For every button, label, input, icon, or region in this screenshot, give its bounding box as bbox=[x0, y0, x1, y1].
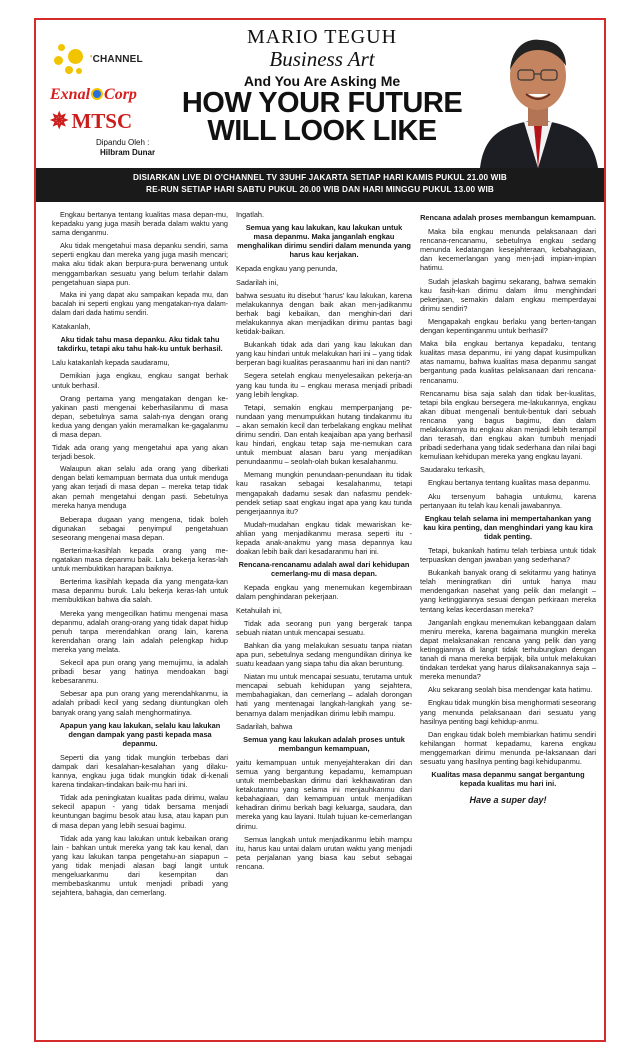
tagline: And You Are Asking Me bbox=[243, 73, 401, 89]
pull-quote: Rencana-rencanamu adalah awal dari kehidupan cemerlang-mu di masa depan. bbox=[238, 560, 410, 579]
author-portrait bbox=[474, 26, 602, 168]
host-name: Hilbram Dunar bbox=[100, 148, 156, 157]
paragraph: Walaupun akan selalu ada orang yang diberkati dengan belati kemampuan bermata dua untuk menduga yang akan terjadi di masa depan – mereka tetap tidak akan pernah mengetahui dengan pasti. Sebetulnya mereka hanya menduga bbox=[52, 466, 228, 510]
paragraph: Sudah jelaskah bagimu sekarang, bahwa semakin kau fasih-kan dirimu dalam ilmu menghindari pekerjaan, semakin dalam engkau memperdayai dirimu sendiri? bbox=[420, 276, 596, 313]
broadcast-schedule-banner bbox=[36, 168, 604, 202]
paragraph: Beberapa dugaan yang mengena, tidak boleh digunakan sebagai penyimpul pengetahuan seseorang mengenai masa depan. bbox=[52, 514, 228, 542]
paragraph: Tidak ada seorang pun yang bergerak tanpa sebuah niatan untuk mencapai sesuatu. bbox=[236, 618, 412, 637]
pull-quote: Aku tidak tahu masa depanku. Aku tidak tahu takdirku, tetapi aku tahu hak-ku untuk berhasil. bbox=[57, 335, 223, 354]
paragraph: Bukankah tidak ada dari yang kau lakukan dan yang kau hindari untuk melakukan hari ini – yang tidak berperan bagi kualitas perasaanmu hari ini dan nanti? bbox=[236, 340, 412, 368]
schedule-line-1: DISIARKAN LIVE DI O'CHANNEL TV 33UHF JAKARTA SETIAP HARI KAMIS PUKUL 21.00 WIB bbox=[133, 173, 507, 182]
paragraph: Aku sekarang seolah bisa mendengar kata hatimu. bbox=[428, 685, 593, 695]
paragraph: Tetapi, semakin engkau memperpanjang pe-nundaan yang menumpukkan hutang tindakanmu itu – akan semakin kecil dan terbelakang engkau melihat dirimu sendiri. Dan entah keajaiban apa yang berhasil kau hindari, engkau tetap saja me-nemukan cara untuk membuat alasan baru yang menjadikan penundaanmu – seolah-olah bukan kesalahanmu. bbox=[236, 402, 412, 467]
paragraph: Sadarilah ini, bbox=[236, 277, 279, 287]
pull-quote: Apapun yang kau lakukan, selalu kau lakukan dengan dampak yang pasti kepada masa depanmu. bbox=[59, 720, 221, 748]
paragraph: Berterima-kasihlah kepada orang yang me-ngatakan masa depanmu baik. Lalu bekerja keras-lah untuk membuktikan harapan baiknya. bbox=[52, 546, 228, 574]
paragraph: Semua langkah untuk menjadikanmu lebih mampu itu, harus kau untai dalam urutan waktu yang menjadi peta perjalanan yang biasa kau sebut sebagai rencana. bbox=[236, 834, 412, 871]
paragraph: Bukankah banyak orang di sekitarmu yang hatinya telah meningratkan diri untuk hanya mau mendengarkan nasehat yang pelik dan melangit – yang ketinggiannya sesuai dengan perkiraan mereka tentang kelas kecerdasan mereka? bbox=[420, 568, 596, 614]
exnalcorp-logo: Exnal Corp bbox=[50, 86, 137, 103]
paragraph: bahwa sesuatu itu disebut 'harus' kau lakukan, karena melakukannya dengan baik akan men-jadikanmu berhak bagi kebaikan, dan menghin-dari dari melakukannya akan menjadikan dirimu pantas bagi ketidak-baikan. bbox=[236, 290, 412, 337]
article-column-1 bbox=[52, 210, 228, 901]
paragraph: Sekecil apa pun orang yang memujimu, ia adalah pribadi besar yang hatinya mendoakan bagi kebesaranmu. bbox=[52, 658, 228, 686]
paragraph: Tidak ada yang kau lakukan untuk kebaikan orang lain - bahkan untuk mereka yang tak kau kenal, dan yang kau lakukan tanpa pengetahu-an siapapun – yang tidak menjadi alasan bagi langit untuk mengeluarkanmu dari kesempitan dan membebaskanmu untuk menjadi pribadi yang sejahtera, bahagia, dan cemerlang. bbox=[52, 833, 228, 898]
paragraph: Ingatlah. bbox=[236, 210, 264, 219]
pull-quote: Semua yang kau lakukan adalah proses untuk membangun kemampuan, bbox=[243, 734, 405, 753]
paragraph: Katakanlah, bbox=[52, 322, 91, 332]
paragraph: Tidak ada peningkatan kualitas pada dirimu, walau sekecil apapun - yang tidak bersama menjadi keuntungan bagimu besok atau lusa, atau kapan pun di masa depan yang lebih sesuai bagimu. bbox=[52, 793, 228, 830]
paragraph: Sebesar apa pun orang yang merendahkanmu, ia adalah pribadi kecil yang sedang diuntungkan oleh banyak orang yang salah menghormatinya. bbox=[52, 689, 228, 717]
paragraph: Engkau tidak mungkin bisa menghormati seseorang yang menunda pelaksanaan dari sesuatu yang hasilnya penting bagi kehidup-anmu. bbox=[420, 698, 596, 726]
schedule-line-2: RE-RUN SETIAP HARI SABTU PUKUL 20.00 WIB DAN HARI MINGGU PUKUL 13.00 WIB bbox=[146, 185, 494, 194]
paragraph: Mereka yang mengecilkan hatimu mengenai masa depanmu, adalah orang-orang yang tidak dapat hidup penuh tanpa merendahkan orang lain, karena kerendahan orang lain adalah pelengkap hidup mereka yang melata. bbox=[52, 608, 228, 654]
paragraph: Maka ini yang dapat aku sampaikan kepada mu, dan bacalah ini seperti engkau yang mengatakan-nya dalam-dalam dari dada hatimu sendiri. bbox=[52, 291, 228, 317]
star-icon: ✵ bbox=[50, 108, 69, 133]
mtsc-logo: ✵ MTSC bbox=[50, 108, 133, 133]
title-block bbox=[172, 26, 472, 145]
paragraph: Niatan mu untuk mencapai sesuatu, terutama untuk mencapai sebuah kehidupan yang sejahtera, membahagiakan, dan cemerlang – adalah dorongan hati yang mentenagai langkah-langkah yang se-benarnya dalam menjadikan dirimu lebih mampu. bbox=[236, 672, 412, 718]
paragraph: Maka bila engkau menunda pelaksanaan dari rencana-rencanamu, sebetulnya engkau sedang menunda kedatangan kesejahteraan, kebahagiaan, dan kecemerlangan yang men-jadi impian-impian hatimu. bbox=[420, 227, 596, 273]
paragraph: Segera setelah engkau menyelesaikan pekerja-an yang kau tunda itu – engkau merasa menjadi pribadi yang lebih lengkap. bbox=[236, 371, 412, 399]
paragraph: Dan engkau tidak boleh membiarkan hatimu sendiri kehilangan hormat kepadamu, karena engkau menggemarkan dirimu menunda pe-laksanaan dari sesuatu yang hasilnya penting bagi kehidupanmu. bbox=[420, 729, 596, 766]
paragraph: Rencanamu bisa saja salah dan tidak ber-kualitas, tetapi bila engkau bersegera me-lakukannya, engkau akan dibuat mengenali bentuk-bentuk dari sebuah rencana yang bagus bagimu, dan dalam melakukannya itu engkau akan menjadi lebih terampil dan terasah, dan engkau akan tumbuh menjadi pribadi sederhana yang tidak sederhana dan nilai bagi kemuliaan kehidupan mereka yang engkau layani. bbox=[420, 388, 596, 462]
paragraph: Lalu katakanlah kepada saudaramu, bbox=[52, 358, 170, 368]
pull-quote: Engkau telah selama ini mempertahankan yang kau kira penting, dan menghindari yang kau kira tidak penting. bbox=[423, 513, 593, 541]
paragraph: Kepada engkau yang menemukan kegembiraan dalam penghindaran pekerjaan. bbox=[236, 583, 412, 602]
headline-line-2: WILL LOOK LIKE bbox=[207, 115, 437, 147]
paragraph: Kepada engkau yang penunda, bbox=[236, 264, 338, 274]
ochannel-dots-icon bbox=[52, 42, 94, 80]
globe-icon bbox=[91, 88, 103, 100]
paragraph: Memang mungkin penundaan-penundaan itu tidak kau rasakan sebagai kesalahanmu, tetapi mengapakah dadamu sesak dan nafasmu pendek-pendek setiap saat engkau ingat apa yang kau tunda pengerjaannya itu? bbox=[236, 470, 412, 516]
paragraph: Bahkan dia yang melakukan sesuatu tanpa niatan apa pun, sebetulnya sedang mengundikan dirinya ke suatu keadaan yang siapa tahu dia akan beruntung. bbox=[236, 640, 412, 669]
paragraph: Aku tidak mengetahui masa depanku sendiri, sama seperti engkau dan mereka yang juga masih mencari; maka aku tidak akan berpura-pura berwenang untuk menggambarkan sesuatu yang belum terlahir dalam pengetahuan siapa pun. bbox=[52, 241, 228, 287]
header bbox=[36, 20, 604, 168]
paragraph: Mudah-mudahan engkau tidak mewariskan ke-ahlian yang menjadikanmu merasa seperti itu - kepada anak-anakmu yang masa depannya kau doakan lebih baik dari kesadaranmu hari ini. bbox=[236, 519, 412, 557]
paragraph: Demikian juga engkau, engkau sangat berhak untuk berhasil. bbox=[52, 371, 228, 390]
paragraph: Ketahuilah ini, bbox=[236, 605, 282, 615]
paragraph: Sadarilah, bahwa bbox=[236, 721, 293, 731]
paragraph: Maka bila engkau bertanya kepadaku, tentang kualitas masa depanmu, ini yang dapat kusimpulkan atas namamu, bahwa kualitas masa depanmu sangat bergantung pada kualitas pelaksanaan dari rencana-rencanamu. bbox=[420, 339, 596, 385]
headline-line-1: HOW YOUR FUTURE bbox=[181, 87, 463, 119]
ochannel-logo bbox=[52, 36, 154, 86]
paragraph: Janganlah engkau menemukan kebanggaan dalam meniru mereka, karena bagaimana mungkin mereka dapat melaksanakan rencana yang pelik dan yang ketinggiannya di langit tidak terhubungkan dengan tanah di mana mereka berpijak, bila untuk melakukan tindakan terdekat yang harus dilaksanakannya saja – mereka menunda? bbox=[420, 617, 596, 682]
newspaper-frame bbox=[34, 18, 606, 1042]
host-label: Dipandu Oleh : bbox=[96, 138, 150, 147]
host-credit bbox=[96, 138, 155, 158]
ochannel-logo-text: 'CHANNEL bbox=[90, 54, 143, 65]
pull-quote: Rencana adalah proses membangun kemampuan. bbox=[420, 213, 596, 222]
paragraph: Tidak ada orang yang mengetahui apa yang akan terjadi besok. bbox=[52, 443, 228, 462]
sign-off: Have a super day! bbox=[469, 795, 547, 806]
article-column-2 bbox=[236, 210, 412, 875]
paragraph: Mengapakah engkau berlaku yang berten-tangan dengan kepentinganmu untuk berhasil? bbox=[420, 316, 596, 336]
paragraph: Engkau bertanya tentang kualitas masa depan-mu, kepadaku yang juga masih berada dalam waktu yang sama denganmu. bbox=[52, 210, 228, 238]
closing-quote: Kualitas masa depanmu sangat bergantung kepada kualitas mu hari ini. bbox=[431, 770, 585, 789]
pull-quote: Semua yang kau lakukan, kau lakukan untuk masa depanmu. Maka janganlah engkau menghalikan dirimu sendiri dalam menunda yang harus kau kerjakan. bbox=[237, 223, 411, 260]
paragraph: Orang pertama yang mengatakan dengan ke-yakinan pasti mengenai keberhasilanmu di masa depan, sebetulnya sama salah-nya dengan orang kedua yang dengan yakin meramalkan ke-gagalanmu di masa depan. bbox=[52, 393, 228, 439]
paragraph: Saudaraku terkasih, bbox=[420, 465, 485, 475]
article-column-3 bbox=[420, 210, 596, 809]
paragraph: yaitu kemampuan untuk menyejahterakan diri dan semua yang bergantung kepadamu, kemampuan untuk membebaskan dirimu dari kekhawatiran dan ketakutanmu yang selama ini menjauhkanmu dari kebahagiaan, dan kemampuan untuk menjadikan kehadiran dirimu berkah bagi keluarga, saudara, dan mereka yang kau layani. Itulah tujuan ke-cemerlangan dirimu. bbox=[236, 757, 412, 831]
article-body bbox=[36, 210, 604, 1040]
paragraph: Engkau bertanya tentang kualitas masa depanmu. bbox=[428, 478, 591, 488]
author-name: MARIO TEGUH bbox=[246, 26, 398, 48]
paragraph: Aku tersenyum bahagia untukmu, karena pertanyaan itu telah kau kenali jawabannya. bbox=[420, 491, 596, 510]
paragraph: Seperti dia yang tidak mungkin terbebas dari dampak dari kesalahan-kesalahan yang dilaku-kannya, engkau juga tidak mungkin tidak di-kenali karena tindakan-tindakan baik-mu hari ini. bbox=[52, 752, 228, 790]
paragraph: Tetapi, bukankah hatimu telah terbiasa untuk tidak terpuaskan dengan jawaban yang sederhana? bbox=[420, 546, 596, 565]
paragraph: Berterima kasihlah kepada dia yang mengata-kan masa depanmu buruk. Lalu bekerja keras-lah untuk membuktikan bahwa dia salah. bbox=[52, 577, 228, 605]
show-subtitle: Business Art bbox=[269, 47, 375, 71]
